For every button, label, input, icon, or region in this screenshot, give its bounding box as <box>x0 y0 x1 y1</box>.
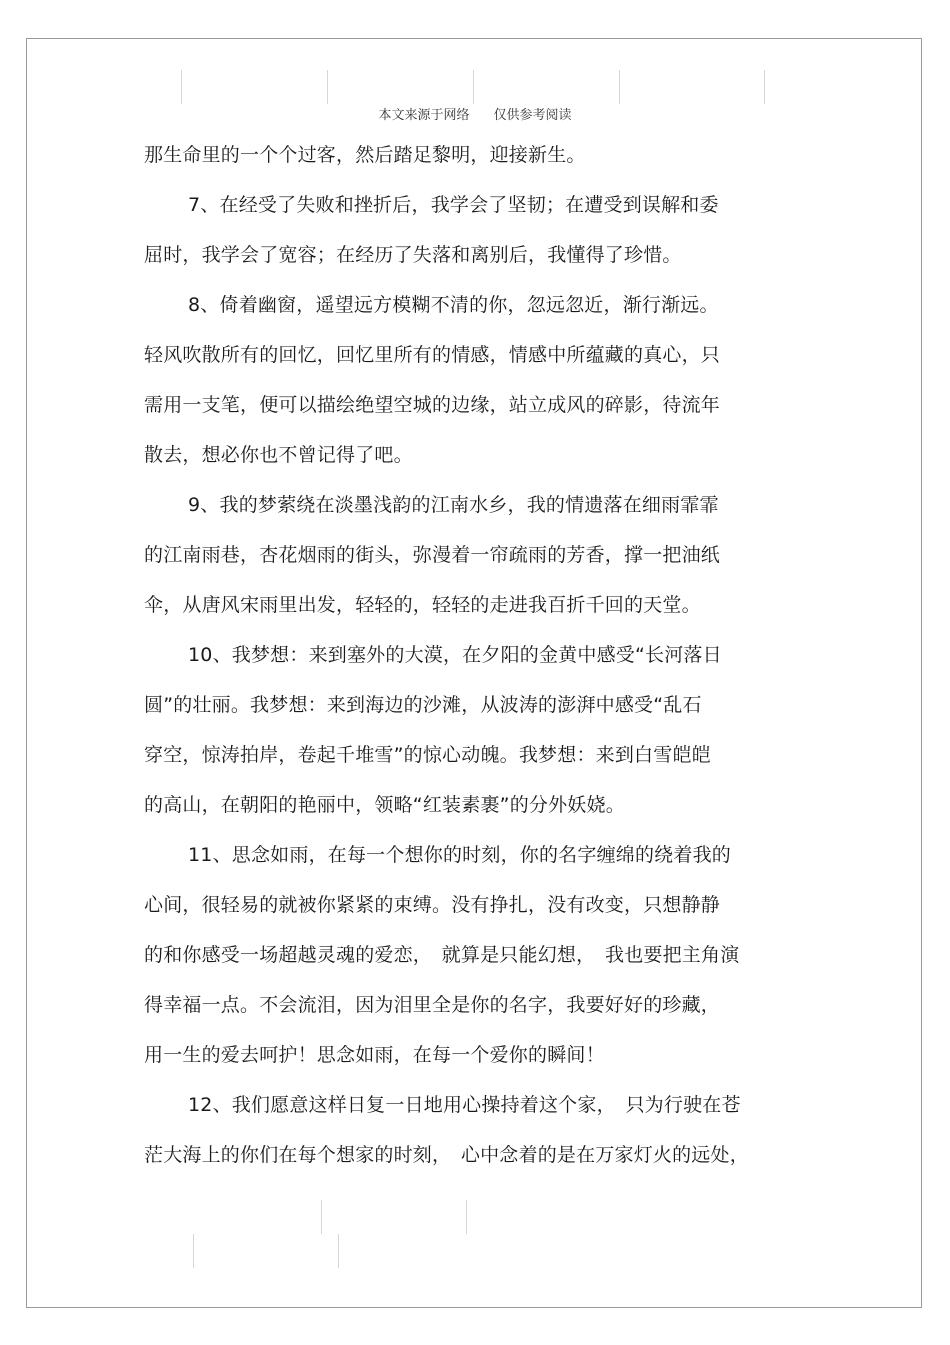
text-line: 茫大海上的你们在每个想家的时刻， 心中念着的是在万家灯火的远处， <box>144 1144 749 1166</box>
text-line: 散去，想必你也不曾记得了吧。 <box>144 444 413 466</box>
bottom-tick-4 <box>338 1234 339 1268</box>
top-tick-4 <box>619 70 620 104</box>
text-line: 的江南雨巷，杏花烟雨的街头，弥漫着一帘疏雨的芳香，撑一把油纸 <box>144 544 721 566</box>
text-line: 8、倚着幽窗，遥望远方模糊不清的你，忽远忽近，渐行渐远。 <box>188 294 719 316</box>
top-tick-3 <box>473 70 474 104</box>
text-line: 的和你感受一场超越灵魂的爱恋， 就算是只能幻想， 我也要把主角演 <box>144 944 740 966</box>
text-line: 用一生的爱去呵护！思念如雨，在每一个爱你的瞬间！ <box>144 1044 605 1066</box>
text-line: 11、思念如雨，在每一个想你的时刻，你的名字缠绵的绕着我的 <box>188 844 731 866</box>
text-line: 穿空，惊涛拍岸，卷起千堆雪”的惊心动魄。我梦想：来到白雪皑皑 <box>144 744 711 766</box>
top-tick-1 <box>181 70 182 104</box>
text-line: 心间，很轻易的就被你紧紧的束缚。没有挣扎，没有改变，只想静静 <box>144 894 721 916</box>
text-line: 屈时，我学会了宽容；在经历了失落和离别后，我懂得了珍惜。 <box>144 244 682 266</box>
text-line: 9、我的梦萦绕在淡墨浅韵的江南水乡，我的情遗落在细雨霏霏 <box>188 494 719 516</box>
bottom-tick-1 <box>321 1200 322 1234</box>
reference-note: 仅供参考阅读 <box>493 108 572 123</box>
text-line: 圆”的壮丽。我梦想：来到海边的沙滩，从波涛的澎湃中感受“乱石 <box>144 694 702 716</box>
source-note: 本文来源于网络 <box>378 108 470 123</box>
page-header-note <box>0 104 950 123</box>
text-line: 得幸福一点。不会流泪，因为泪里全是你的名字，我要好好的珍藏， <box>144 994 721 1016</box>
text-line: 轻风吹散所有的回忆，回忆里所有的情感，情感中所蕴藏的真心，只 <box>144 344 721 366</box>
top-tick-2 <box>327 70 328 104</box>
bottom-tick-3 <box>193 1234 194 1268</box>
bottom-tick-2 <box>466 1200 467 1234</box>
text-line: 需用一支笔，便可以描绘绝望空城的边缘，站立成风的碎影，待流年 <box>144 394 721 416</box>
text-line: 伞，从唐风宋雨里出发，轻轻的，轻轻的走进我百折千回的天堂。 <box>144 594 701 616</box>
text-line: 12、我们愿意这样日复一日地用心操持着这个家， 只为行驶在苍 <box>188 1094 741 1116</box>
text-line: 10、我梦想：来到塞外的大漠，在夕阳的金黄中感受“长河落日 <box>188 644 722 666</box>
text-line: 7、在经受了失败和挫折后，我学会了坚韧；在遭受到误解和委 <box>188 194 719 216</box>
text-line: 那生命里的一个个过客，然后踏足黎明，迎接新生。 <box>144 144 586 166</box>
top-tick-5 <box>764 70 765 104</box>
text-line: 的高山，在朝阳的艳丽中，领略“红装素裹”的分外妖娆。 <box>144 794 625 816</box>
